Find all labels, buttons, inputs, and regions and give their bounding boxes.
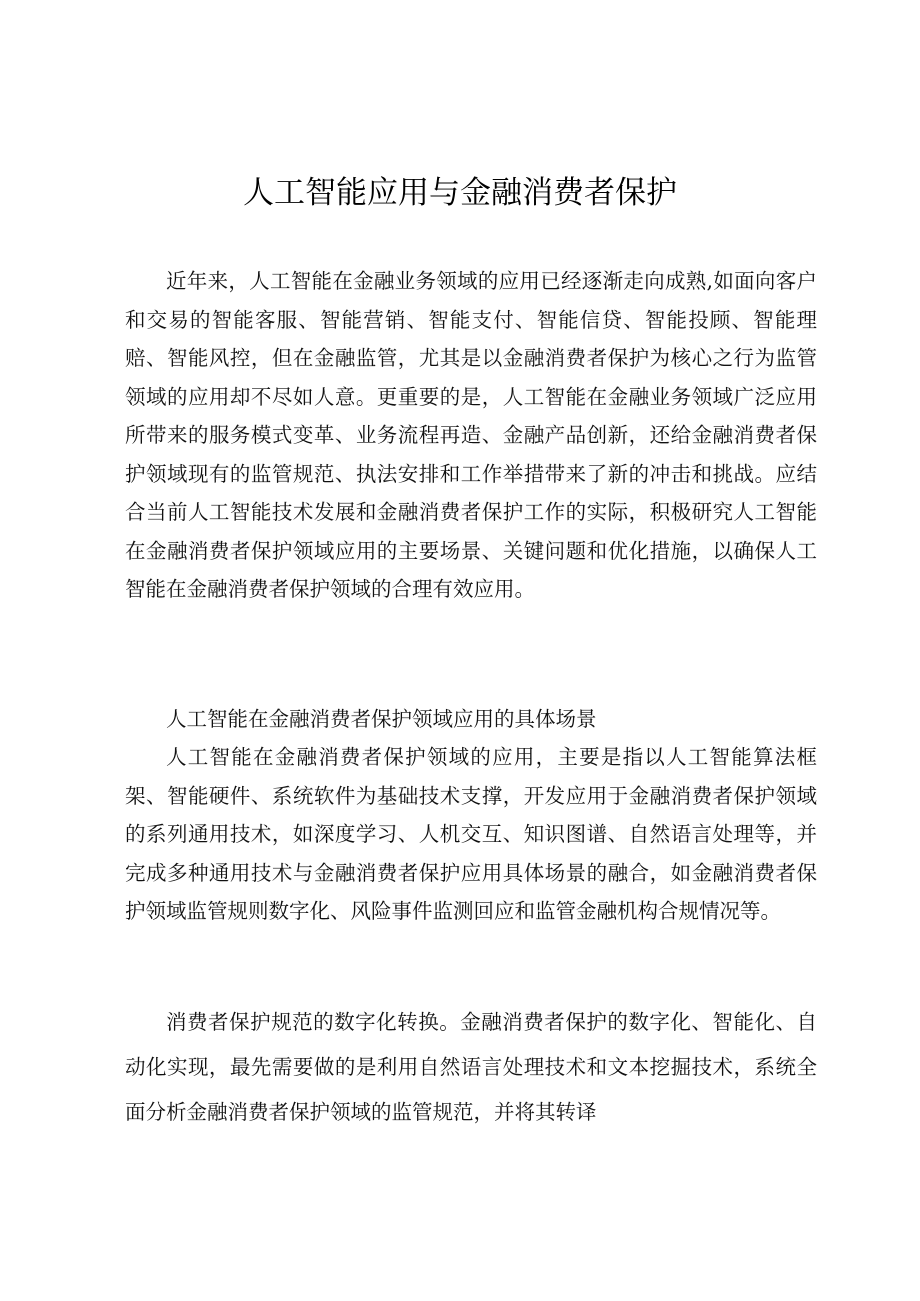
document-title: 人工智能应用与金融消费者保护 xyxy=(243,175,677,211)
section-heading: 人工智能在金融消费者保护领域应用的具体场景 xyxy=(166,707,597,731)
paragraph-scenarios: 人工智能在金融消费者保护领域的应用，主要是指以人工智能算法框架、智能硬件、系统软件为基础技术支撑，开发应用于金融消费者保护领域的系列通用技术，如深度学习、人机交互、知识图谱、自然语言处理等，并完成多种通用技术与金融消费者保护应用具体场景的融合，如金融消费者保护领域监管规则数字化、风险事件监测回应和监管金融机构合规情况等。 xyxy=(125,745,817,923)
paragraph-digitalization: 消费者保护规范的数字化转换。金融消费者保护的数字化、智能化、自动化实现，最先需要做的是利用自然语言处理技术和文本挖掘技术，系统全面分析金融消费者保护领域的监管规范，并将其转译 xyxy=(125,1010,817,1124)
paragraph-intro: 近年来，人工智能在金融业务领域的应用已经逐渐走向成熟,如面向客户和交易的智能客服、智能营销、智能支付、智能信贷、智能投顾、智能理赔、智能风控，但在金融监管，尤其是以金融消费者保护为核心之行为监管领域的应用却不尽如人意。更重要的是，人工智能在金融业务领域广泛应用所带来的服务模式变革、业务流程再造、金融产品创新，还给金融消费者保护领域现有的监管规范、执法安排和工作举措带来了新的冲击和挑战。应结合当前人工智能技术发展和金融消费者保护工作的实际，积极研究人工智能在金融消费者保护领域应用的主要场景、关键问题和优化措施，以确保人工智能在金融消费者保护领域的合理有效应用。 xyxy=(125,269,817,601)
